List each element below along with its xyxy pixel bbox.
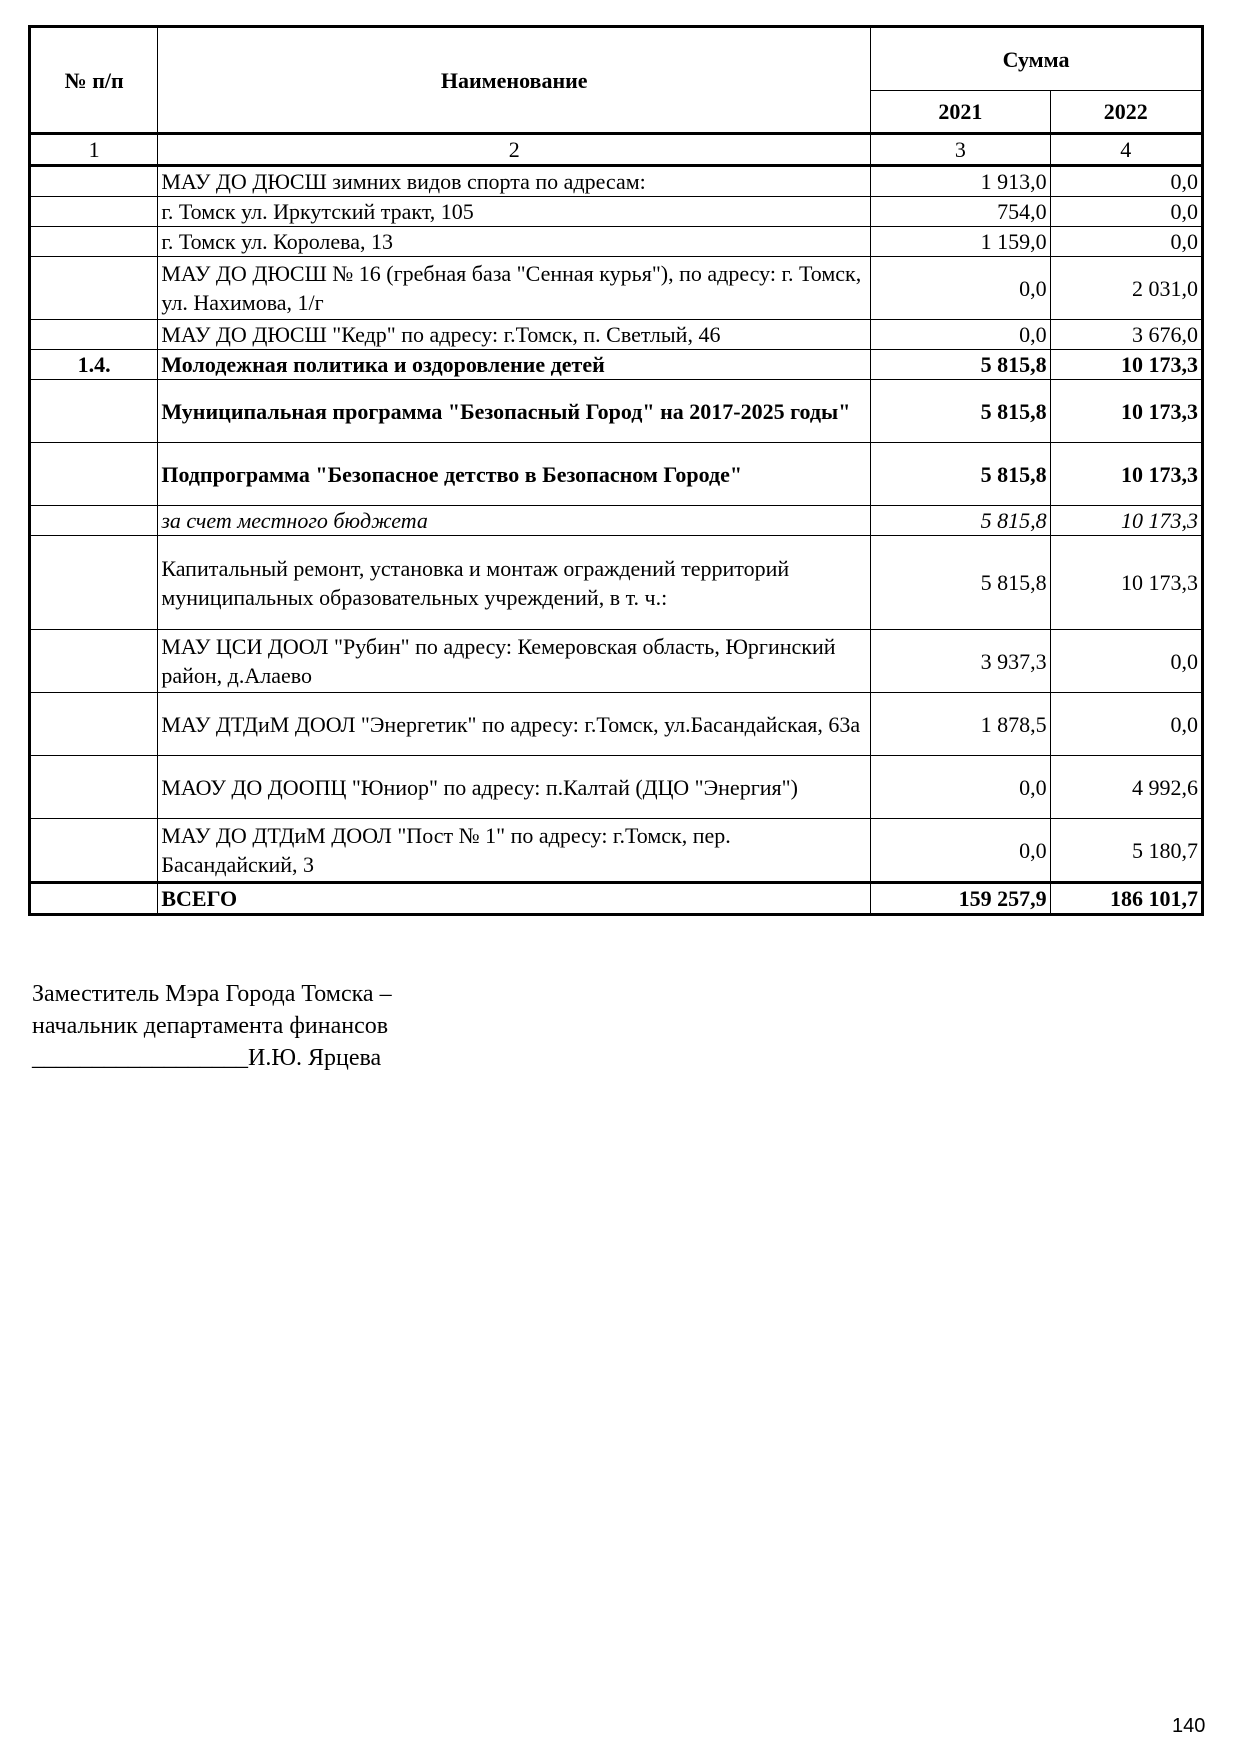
row-value-2021: 5 815,8	[871, 536, 1050, 630]
row-value-2021: 1 878,5	[871, 693, 1050, 756]
row-value-2021: 5 815,8	[871, 380, 1050, 443]
row-value-2022: 0,0	[1050, 693, 1202, 756]
row-value-2021: 1 913,0	[871, 166, 1050, 197]
row-value-2022: 10 173,3	[1050, 380, 1202, 443]
row-name: МАУ ДО ДЮСШ зимних видов спорта по адресам:	[158, 166, 871, 197]
column-number: 1	[30, 134, 158, 166]
column-number: 2	[158, 134, 871, 166]
row-name: МАОУ ДО ДООПЦ "Юниор" по адресу: п.Калтай (ДЦО "Энергия")	[158, 756, 871, 819]
row-value-2021: 5 815,8	[871, 506, 1050, 536]
total-2022: 186 101,7	[1050, 883, 1202, 915]
row-value-2022: 4 992,6	[1050, 756, 1202, 819]
row-value-2022: 0,0	[1050, 197, 1202, 227]
column-number: 4	[1050, 134, 1202, 166]
row-name: Подпрограмма "Безопасное детство в Безопасном Городе"	[158, 443, 871, 506]
signature-position: Заместитель Мэра Города Томска –	[32, 981, 392, 1007]
row-name: МАУ ДО ДТДиМ ДООЛ "Пост № 1" по адресу: г.Томск, пер. Басандайский, 3	[158, 819, 871, 883]
row-index	[30, 380, 158, 443]
table-row	[30, 320, 1203, 350]
table-row	[30, 227, 1203, 257]
row-index	[30, 227, 158, 257]
row-name: МАУ ЦСИ ДООЛ "Рубин" по адресу: Кемеровская область, Юргинский район, д.Алаево	[158, 630, 871, 693]
row-value-2022: 2 031,0	[1050, 257, 1202, 320]
row-name: МАУ ДО ДЮСШ № 16 (гребная база "Сенная курья"), по адресу: г. Томск, ул. Нахимова, 1/г	[158, 257, 871, 320]
row-index	[30, 630, 158, 693]
row-value-2022: 10 173,3	[1050, 536, 1202, 630]
row-value-2021: 5 815,8	[871, 443, 1050, 506]
row-value-2021: 5 815,8	[871, 350, 1050, 380]
table-row	[30, 536, 1203, 630]
row-name: г. Томск ул. Иркутский тракт, 105	[158, 197, 871, 227]
row-index	[30, 819, 158, 883]
table-row	[30, 693, 1203, 756]
row-value-2022: 10 173,3	[1050, 443, 1202, 506]
row-value-2021: 1 159,0	[871, 227, 1050, 257]
table-body	[30, 166, 1203, 883]
total-label: ВСЕГО	[158, 883, 871, 915]
row-index	[30, 756, 158, 819]
budget-table	[28, 25, 1204, 916]
table-row	[30, 819, 1203, 883]
signature-name-line: __________________И.Ю. Ярцева	[32, 1045, 382, 1071]
row-index	[30, 197, 158, 227]
row-value-2022: 0,0	[1050, 227, 1202, 257]
row-index	[30, 320, 158, 350]
signature-block	[32, 978, 392, 1074]
row-value-2021: 0,0	[871, 819, 1050, 883]
row-index	[30, 506, 158, 536]
row-index	[30, 166, 158, 197]
table-row	[30, 443, 1203, 506]
table-row	[30, 380, 1203, 443]
row-value-2021: 0,0	[871, 257, 1050, 320]
table-row	[30, 350, 1203, 380]
row-value-2021: 0,0	[871, 320, 1050, 350]
row-value-2021: 3 937,3	[871, 630, 1050, 693]
total-2021: 159 257,9	[871, 883, 1050, 915]
row-value-2021: 754,0	[871, 197, 1050, 227]
table-row	[30, 506, 1203, 536]
row-name: Муниципальная программа "Безопасный Город" на 2017-2025 годы"	[158, 380, 871, 443]
page-number: 140	[1172, 1715, 1206, 1737]
row-value-2022: 10 173,3	[1050, 350, 1202, 380]
header-year-2022: 2022	[1050, 91, 1202, 134]
table-row	[30, 257, 1203, 320]
row-value-2022: 10 173,3	[1050, 506, 1202, 536]
table-row	[30, 166, 1203, 197]
row-index	[30, 693, 158, 756]
row-name: Молодежная политика и оздоровление детей	[158, 350, 871, 380]
row-value-2022: 3 676,0	[1050, 320, 1202, 350]
column-number: 3	[871, 134, 1050, 166]
total-row	[30, 883, 1203, 915]
row-index	[30, 443, 158, 506]
table-row	[30, 197, 1203, 227]
row-index	[30, 257, 158, 320]
row-name: г. Томск ул. Королева, 13	[158, 227, 871, 257]
row-name: МАУ ДТДиМ ДООЛ "Энергетик" по адресу: г.Томск, ул.Басандайская, 63а	[158, 693, 871, 756]
row-value-2021: 0,0	[871, 756, 1050, 819]
table-row	[30, 630, 1203, 693]
row-index: 1.4.	[30, 350, 158, 380]
table-row	[30, 756, 1203, 819]
total-index	[30, 883, 158, 915]
header-index: № п/п	[30, 27, 158, 134]
header-year-2021: 2021	[871, 91, 1050, 134]
row-name: за счет местного бюджета	[158, 506, 871, 536]
row-index	[30, 536, 158, 630]
row-value-2022: 0,0	[1050, 166, 1202, 197]
row-name: МАУ ДО ДЮСШ "Кедр" по адресу: г.Томск, п. Светлый, 46	[158, 320, 871, 350]
row-name: Капитальный ремонт, установка и монтаж ограждений территорий муниципальных образовательных учреждений, в т. ч.:	[158, 536, 871, 630]
row-value-2022: 0,0	[1050, 630, 1202, 693]
header-name: Наименование	[158, 27, 871, 134]
signature-department: начальник департамента финансов	[32, 1013, 389, 1039]
row-value-2022: 5 180,7	[1050, 819, 1202, 883]
header-sum: Сумма	[871, 27, 1203, 91]
